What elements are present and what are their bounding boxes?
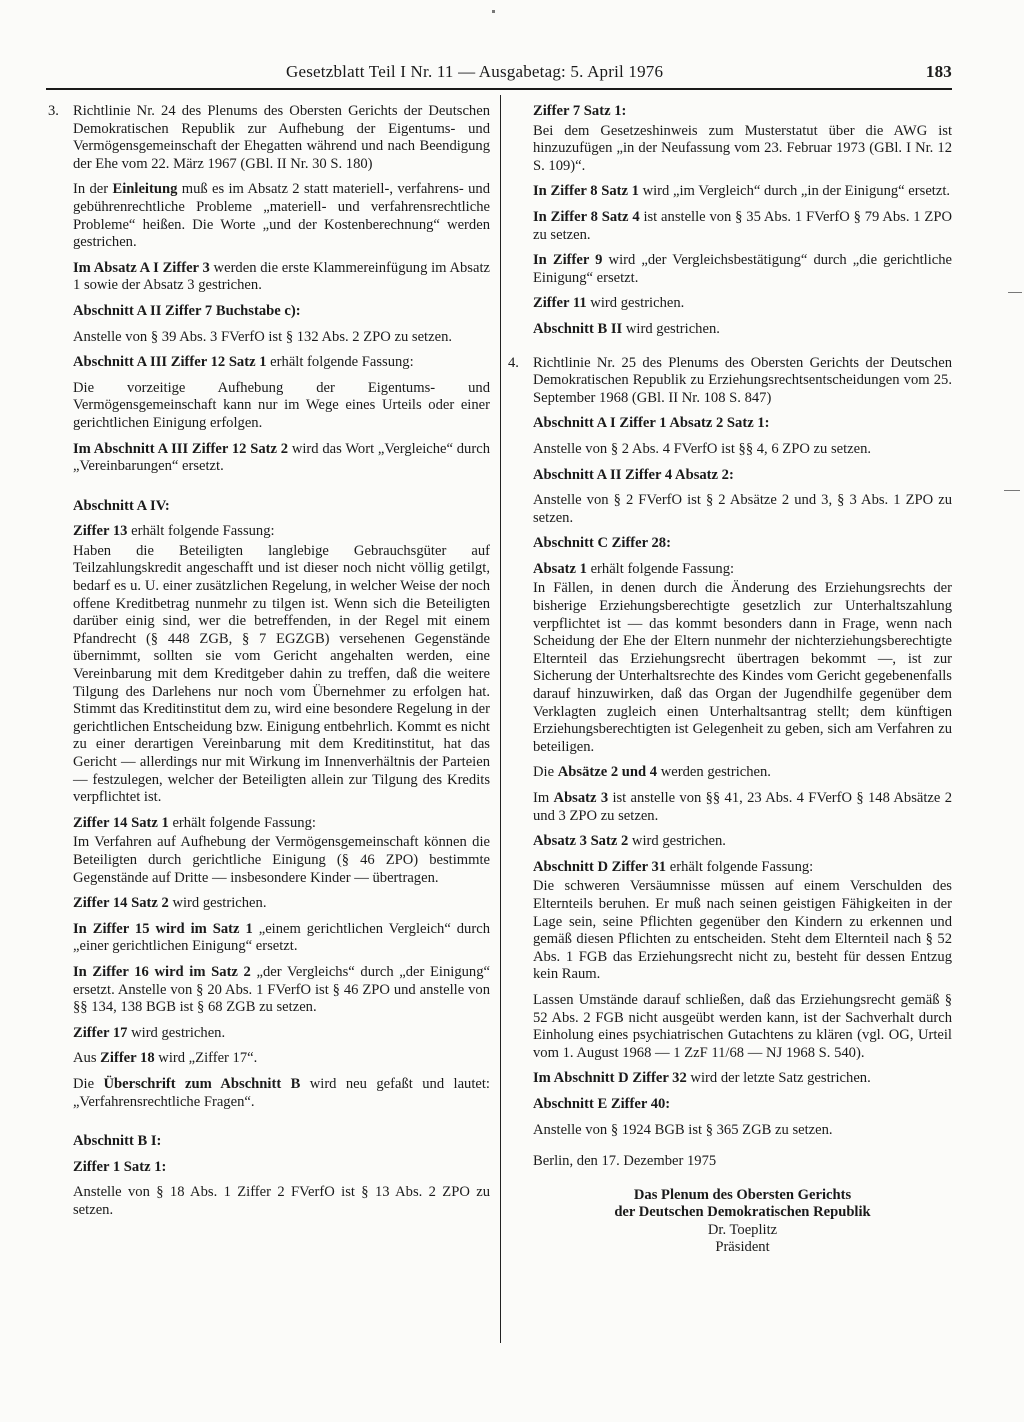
left-column xyxy=(48,103,490,1227)
text: wird gestrichen. xyxy=(628,833,726,850)
scan-speck xyxy=(1004,490,1020,491)
bold-text: Einleitung xyxy=(112,181,178,198)
section-heading: Abschnitt A II Ziffer 4 Absatz 2: xyxy=(533,466,734,483)
bold-text: Absatz 3 xyxy=(553,790,609,806)
scan-speck xyxy=(492,10,495,13)
text: ist anstelle von §§ 41, 23 Abs. 4 FVerfO § 148 Absätze 2 und 3 ZPO zu setzen. xyxy=(533,790,952,824)
paragraph: Im Verfahren auf Aufhebung der Vermögensgemeinschaft können die Beteiligten durch gerichtliche Einigung (§ 46 ZPO) bestimmte Gegenstände auf Dritte — insbesondere Kinder — übertragen. xyxy=(73,834,490,886)
paragraph xyxy=(73,1050,490,1068)
bold-text: In Ziffer 15 wird im Satz 1 xyxy=(73,920,253,937)
text: Die xyxy=(73,1075,104,1092)
page-number: 183 xyxy=(925,62,952,81)
paragraph xyxy=(533,790,952,825)
paragraph xyxy=(73,523,490,541)
bold-text: Absatz 1 xyxy=(533,560,587,577)
signatory-organization: Das Plenum des Obersten Gerichts xyxy=(633,1186,852,1203)
section-heading: Abschnitt C Ziffer 28: xyxy=(533,535,671,552)
paragraph xyxy=(73,260,490,295)
page-header xyxy=(286,62,952,86)
scan-speck xyxy=(1008,292,1022,293)
bold-text: Im Abschnitt D Ziffer 32 xyxy=(533,1070,687,1087)
bold-text: Abschnitt B II xyxy=(533,320,623,337)
text: wird gestrichen. xyxy=(127,1024,226,1041)
paragraph xyxy=(533,295,952,313)
text: wird neu gefaßt und lautet: „Verfahrensrechtliche Fragen“. xyxy=(73,1075,490,1110)
right-column xyxy=(508,103,952,1257)
item-text: Richtlinie Nr. 24 des Plenums des Obersten Gerichts der Deutschen Demokratischen Republik zur Aufhebung der Eigentums- und Vermögensgemeinschaft der Ehegatten während und nach Beendigung der Ehe vom 22. März 1967 (GBl. II Nr. 30 S. 180) xyxy=(73,103,490,172)
bold-text: Ziffer 14 Satz 2 xyxy=(73,895,169,912)
text: muß es im Absatz 2 statt materiell-, verfahrens- und gebührenrechtliche Probleme „materiell- und verfahrensrechtliche Probleme“ heißen. Die Worte „und der Kostenberechnung“ werden gestrichen. xyxy=(73,181,490,251)
text: wird „Ziffer 17“. xyxy=(154,1050,258,1067)
signing-date: Berlin, den 17. Dezember 1975 xyxy=(533,1153,717,1170)
item-text: Richtlinie Nr. 25 des Plenums des Obersten Gerichts der Deutschen Demokratischen Republik zu Erziehungsrechtsentscheidungen vom 25. September 1968 (GBl. II Nr. 108 S. 847) xyxy=(533,354,952,406)
text: „der Vergleichs“ durch „der Einigung“ ersetzt. Anstelle von § 20 Abs. 1 FVerfO ist § 46 ZPO und anstelle von §§ 134, 138 BGB ist § 68 ZGB zu setzen. xyxy=(73,963,490,1016)
section-heading: Ziffer 7 Satz 1: xyxy=(533,103,627,119)
bold-text: Ziffer 18 xyxy=(100,1050,155,1067)
item-3 xyxy=(48,103,490,173)
text: ist anstelle von § 35 Abs. 1 FVerfO § 79 Abs. 1 ZPO zu setzen. xyxy=(533,208,952,243)
section-heading: Abschnitt A I Ziffer 1 Absatz 2 Satz 1: xyxy=(533,415,770,432)
text: erhält folgende Fassung: xyxy=(127,523,275,540)
paragraph xyxy=(73,1025,490,1043)
bold-text: Abschnitt D Ziffer 31 xyxy=(533,858,667,875)
text: „einem gerichtlichen Vergleich“ durch „einer gerichtlichen Einigung“ ersetzt. xyxy=(73,920,490,955)
text: erhält folgende Fassung: xyxy=(266,354,414,371)
text: wird „der Vergleichsbestätigung“ durch „die gerichtliche Einigung“ ersetzt. xyxy=(533,252,953,286)
text: Im xyxy=(533,790,554,806)
paragraph xyxy=(73,815,490,833)
item-number: 4. xyxy=(508,354,519,371)
paragraph: Lassen Umstände darauf schließen, daß das Erziehungsrecht gemäß § 52 Abs. 2 FGB nicht ausgeübt werden kann, ist der Sachverhalt durch Einholung eines psychiatrischen Gutachtens zu klären (vgl. OG, Urteil vom 1. August 1968 — 1 ZzF 11/68 — NJ 1968 S. 540). xyxy=(533,991,952,1061)
bold-text: Abschnitt A III Ziffer 12 Satz 1 xyxy=(73,354,267,371)
text: erhält folgende Fassung: xyxy=(666,858,814,875)
text: Aus xyxy=(73,1050,101,1067)
paragraph: In Fällen, in denen durch die Änderung des Erziehungsrechts der bisherige Erziehungsberechtigte gesetzlich zur Unterhaltszahlung verpflichtet ist — das kommt besonders dann in Frage, wenn nach Scheidung der Ehe der Eltern nunmehr der nichterziehungsberechtigte Elternteil das Erziehungsrecht übertragen bekommt —, ist zur Sicherung der Unterhaltsrechte des Kindes vom Gericht gegebenenfalls darauf hinzuwirken, daß das Organ der Jugendhilfe gegenüber dem Verklagten zugleich einen Unterhaltsantrag stellt; dem künftigen Erziehungsberechtigten ist Gelegenheit zu geben, sich am Verfahren zu beteiligen. xyxy=(533,580,952,755)
signatory-title: Präsident xyxy=(715,1239,770,1256)
paragraph: Anstelle von § 1924 BGB ist § 365 ZGB zu setzen. xyxy=(533,1121,833,1138)
paragraph: Die vorzeitige Aufhebung der Eigentums- und Vermögensgemeinschaft kann nur im Wege eines Urteils oder einer gerichtlichen Einigung erfolgen. xyxy=(73,379,490,431)
signatory-name: Dr. Toeplitz xyxy=(707,1221,778,1238)
paragraph xyxy=(533,209,952,244)
bold-text: Ziffer 13 xyxy=(73,523,128,540)
paragraph xyxy=(533,252,952,287)
bold-text: In Ziffer 8 Satz 4 xyxy=(533,208,640,225)
section-heading: Abschnitt A II Ziffer 7 Buchstabe c): xyxy=(73,302,301,319)
signatory-organization: der Deutschen Demokratischen Republik xyxy=(614,1204,871,1221)
paragraph xyxy=(73,921,490,956)
paragraph: Anstelle von § 2 FVerfO ist § 2 Absätze 2 und 3, § 3 Abs. 1 ZPO zu setzen. xyxy=(533,492,952,526)
bold-text: Ziffer 11 xyxy=(533,295,587,312)
paragraph xyxy=(73,895,490,913)
header-rule xyxy=(46,88,952,90)
paragraph xyxy=(533,833,952,851)
section-heading: Abschnitt E Ziffer 40: xyxy=(533,1095,671,1112)
text: wird gestrichen. xyxy=(622,320,720,337)
text: In der xyxy=(73,181,113,198)
paragraph: Anstelle von § 2 Abs. 4 FVerfO ist §§ 4, 6 ZPO zu setzen. xyxy=(533,440,872,457)
paragraph xyxy=(73,181,490,251)
signature-block xyxy=(533,1187,952,1257)
section-heading: Abschnitt A IV: xyxy=(73,497,170,514)
paragraph xyxy=(533,859,952,877)
text: wird gestrichen. xyxy=(586,295,685,312)
text: erhält folgende Fassung: xyxy=(586,560,735,577)
text: Die xyxy=(533,764,558,781)
bold-text: Ziffer 17 xyxy=(73,1024,128,1041)
paragraph xyxy=(73,964,490,1017)
bold-text: Überschrift zum Abschnitt B xyxy=(103,1075,301,1092)
paragraph xyxy=(73,354,490,372)
paragraph xyxy=(533,764,952,782)
column-divider xyxy=(500,95,501,1343)
paragraph: Anstelle von § 39 Abs. 3 FVerfO ist § 132 Abs. 2 ZPO zu setzen. xyxy=(73,328,453,345)
paragraph xyxy=(533,561,952,579)
item-number: 3. xyxy=(48,103,59,119)
bold-text: Im Absatz A I Ziffer 3 xyxy=(73,259,210,276)
bold-text: In Ziffer 16 wird im Satz 2 xyxy=(73,963,251,980)
text: wird gestrichen. xyxy=(168,895,267,912)
text: werden die erste Klammereinfügung im Absatz 1 sowie der Absatz 3 gestrichen. xyxy=(73,259,490,294)
paragraph xyxy=(533,183,952,201)
text: wird „im Vergleich“ durch „in der Einigung“ ersetzt. xyxy=(638,183,951,200)
paragraph: Die schweren Versäumnisse müssen auf einem Verschulden des Elternteils beruhen. Er muß nach seinen geistigen Fähigkeiten in der Lage sein, seine Pflichten gegenüber den Kindern zu erkennen und gemäß diesen Pflichten zu entscheiden. Steht dem Elternteil nach § 52 Abs. 1 FGB das Erziehungsrecht nicht zu, besteht für dessen Entzug kein Raum. xyxy=(533,878,952,983)
paragraph: Anstelle von § 18 Abs. 1 Ziffer 2 FVerfO ist § 13 Abs. 2 ZPO zu setzen. xyxy=(73,1184,490,1218)
running-title: Gesetzblatt Teil I Nr. 11 — Ausgabetag: 5. April 1976 xyxy=(286,62,664,81)
bold-text: Im Abschnitt A III Ziffer 12 Satz 2 xyxy=(73,440,289,457)
bold-text: Absätze 2 und 4 xyxy=(557,764,658,781)
paragraph xyxy=(73,1076,490,1111)
text: werden gestrichen. xyxy=(657,764,771,781)
bold-text: Absatz 3 Satz 2 xyxy=(533,833,629,850)
paragraph xyxy=(73,441,490,476)
section-heading: Abschnitt B I: xyxy=(73,1133,162,1150)
section-heading: Ziffer 1 Satz 1: xyxy=(73,1158,167,1175)
paragraph xyxy=(533,321,952,339)
bold-text: In Ziffer 8 Satz 1 xyxy=(533,183,639,200)
paragraph: Haben die Beteiligten langlebige Gebrauchsgüter auf Teilzahlungskredit angeschafft und ist dieser noch nicht völlig getilgt, bedarf es u. U. einer zusätzlichen Regelung, in welcher Weise der noch offene Kreditbetrag nunmehr zu tilgen ist. Wenn sich die Beteiligten darüber einig sind, wer die betreffenden, in der Regel mit einem Pfandrecht (§ 448 ZGB, § 7 EGZGB) versehenen Gegenstände übernimmt, sollten sie vom Gericht angehalten werden, eine Vereinbarung mit dem Kreditgeber dahin zu treffen, daß die weitere Tilgung des Darlehens nur noch vom Übernehmer zu erfolgen hat. Stimmt das Kreditinstitut dem zu, wird eine besondere Regelung in der gerichtlichen Entscheidung bzw. Einigung entbehrlich. Kommt es nicht zu einer derartigen Vereinbarung mit dem Kreditinstitut, hat das Gericht — allerdings nur mit Wirkung im Innenverhältnis der Parteien — festzulegen, welcher der Beteiligten allein zur Tilgung des Kredits verpflichtet ist. xyxy=(73,542,490,806)
text: wird das Wort „Vergleiche“ durch „Vereinbarungen“ ersetzt. xyxy=(73,440,490,475)
paragraph xyxy=(533,1070,952,1088)
item-4 xyxy=(508,355,952,408)
text: erhält folgende Fassung: xyxy=(168,814,316,831)
paragraph: Bei dem Gesetzeshinweis zum Musterstatut über die AWG ist hinzuzufügen „in der Neufassung vom 23. Februar 1973 (GBl. I Nr. 12 S. 109)“. xyxy=(533,122,952,174)
text: wird der letzte Satz gestrichen. xyxy=(686,1070,871,1087)
bold-text: In Ziffer 9 xyxy=(533,252,603,269)
bold-text: Ziffer 14 Satz 1 xyxy=(73,814,169,831)
